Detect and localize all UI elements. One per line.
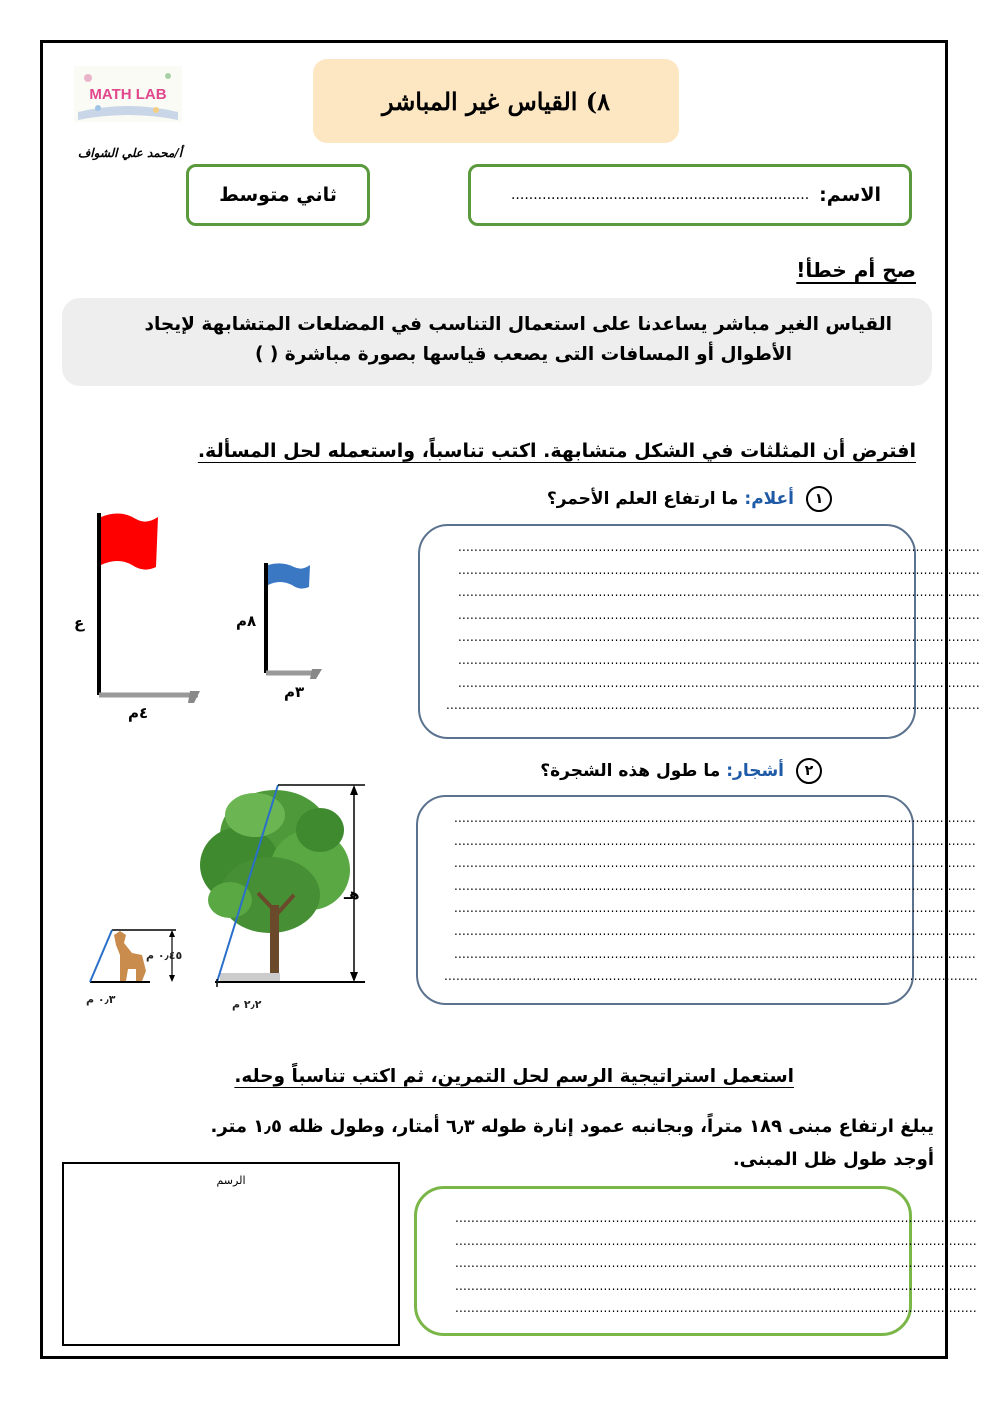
math-lab-logo (68, 62, 188, 126)
true-false-line-2: الأطوال أو المسافات التى يصعب قياسها بصورة مباشرة ( ) (254, 344, 792, 365)
name-dots: ................................................................... (510, 187, 810, 203)
red-base-label: ٤م (128, 704, 149, 722)
answer-box-1[interactable] (418, 524, 980, 739)
drawing-problem-line-2: أوجد طول ظل المبنى. (732, 1149, 934, 1170)
grade-box: ثاني متوسط (186, 164, 370, 226)
question-1-number: ١ (806, 486, 832, 512)
similar-heading: افترض أن المثلثات في الشكل متشابهة. اكتب تناسباً، واستعمله لحل المسألة. (197, 440, 916, 462)
answer-line: .................................................................................................................................. (455, 1301, 977, 1316)
question-1 (547, 486, 832, 512)
drawing-problem-line-1: يبلغ ارتفاع مبنى ١٨٩ متراً، وبجانبه عمود إنارة طوله ٦٫٣ أمتار، وطول ظله ١٫٥ متر. (210, 1116, 934, 1137)
answer-line: .................................................................................................................................. (458, 652, 980, 667)
true-false-line-1: القياس الغير مباشر يساعدنا على استعمال التناسب في المضلعات المتشابهة لإيجاد (144, 314, 892, 335)
answer-line: .................................................................................................................................. (455, 1233, 977, 1248)
drawing-label: الرسم (216, 1174, 246, 1187)
answer-line: .................................................................................................................................. (455, 1211, 977, 1225)
answer-line: ..................................................................................................................................... (444, 969, 978, 984)
answer-line: .................................................................................................................................. (455, 1256, 977, 1271)
answer-line: ..................................................................................................................................... (446, 698, 980, 713)
question-1-text: ما ارتفاع العلم الأحمر؟ (546, 489, 739, 509)
answer-line: .................................................................................................................................. (454, 856, 976, 871)
answer-line: .................................................................................................................................. (458, 562, 980, 577)
question-2-number: ٢ (796, 758, 822, 784)
blue-height-label: ٨م (236, 612, 257, 630)
question-2-text: ما طول هذه الشجرة؟ (540, 761, 721, 781)
answer-line: .................................................................................................................................. (454, 878, 976, 893)
red-height-label: ع (74, 614, 85, 632)
answer-box-3[interactable] (414, 1186, 977, 1336)
drawing-strategy-heading: استعمل استراتيجية الرسم لحل التمرين، ثم اكتب تناسباً وحله. (234, 1066, 794, 1087)
teacher-name: أ/محمد علي الشواف (77, 146, 183, 160)
tree-icon (200, 790, 350, 981)
true-false-statement (62, 298, 932, 386)
blue-base-label: ٣م (284, 683, 305, 701)
answer-box-2[interactable] (416, 795, 978, 1005)
dog-icon (114, 931, 146, 981)
answer-line: .................................................................................................................................. (454, 833, 976, 848)
tree-height-label: هـ (344, 885, 360, 903)
true-false-heading: صح أم خطأ! (796, 258, 916, 282)
blue-flag-icon (268, 563, 310, 588)
answer-line: .................................................................................................................................. (458, 585, 980, 600)
question-1-label: أعلام: (744, 489, 794, 509)
tree-figure (80, 775, 380, 1020)
answer-line: .................................................................................................................................. (454, 811, 976, 825)
logo-text: MATH LAB (89, 86, 167, 103)
dog-shadow-label: ٠٫٣ م (86, 993, 116, 1006)
flags-figure (60, 505, 360, 735)
question-2-label: أشجار: (726, 761, 784, 781)
answer-line: .................................................................................................................................. (458, 630, 980, 645)
answer-line: .................................................................................................................................. (458, 675, 980, 690)
dog-sun-ray (90, 930, 112, 982)
question-2 (540, 758, 822, 784)
name-field[interactable] (468, 164, 912, 226)
answer-line: .................................................................................................................................. (458, 607, 980, 622)
answer-line: .................................................................................................................................. (454, 923, 976, 938)
answer-line: .................................................................................................................................. (454, 901, 976, 916)
dog-height-label: ٠٫٤٥ م (146, 949, 183, 962)
tree-shadow-label: ٢٫٢ م (232, 998, 262, 1011)
drawing-area[interactable] (62, 1162, 400, 1346)
answer-line: .................................................................................................................................. (458, 540, 980, 554)
answer-line: .................................................................................................................................. (455, 1278, 977, 1293)
name-label: الاسم: (819, 184, 881, 206)
answer-line: .................................................................................................................................. (454, 946, 976, 961)
page-title: ٨) القياس غير المباشر (313, 59, 679, 143)
red-flag-icon (101, 513, 158, 569)
